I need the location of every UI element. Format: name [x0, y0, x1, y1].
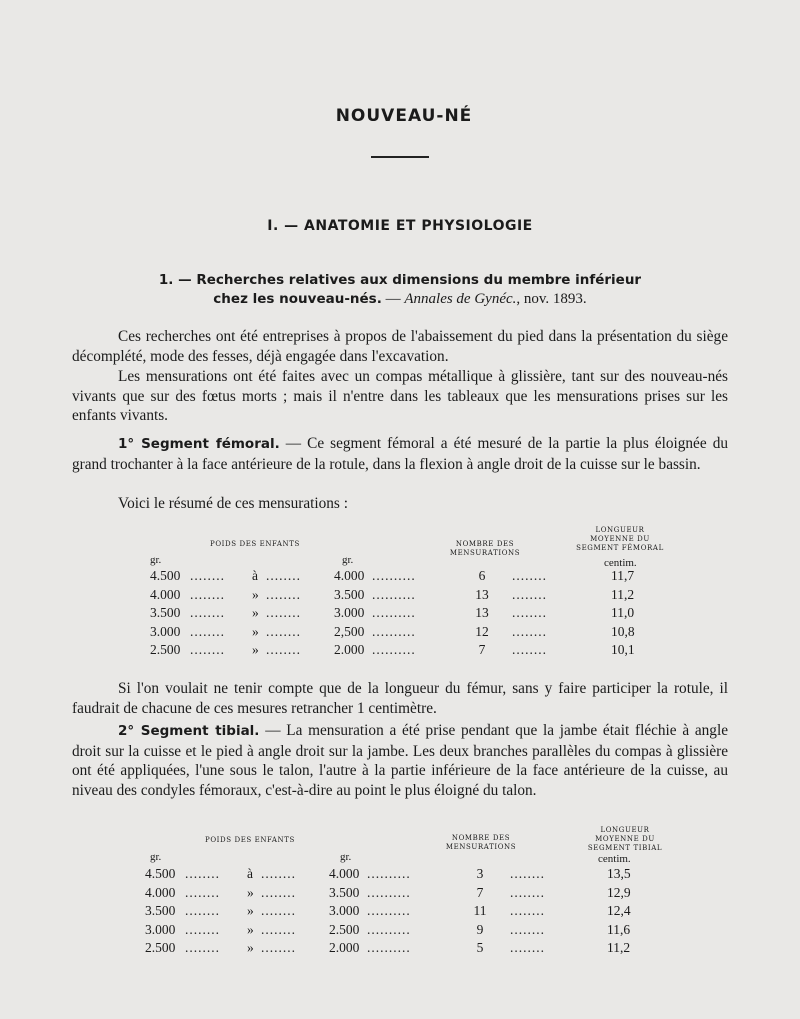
table2-header-count-2: MENSURATIONS — [445, 843, 517, 851]
length-cell: 11,6 — [607, 921, 631, 937]
count-cell: 7 — [476, 884, 484, 900]
leader-dots: ........ — [185, 884, 220, 900]
leader-dots: ........ — [266, 568, 301, 583]
heading-line-2: chez les nouveau-nés. — [213, 291, 382, 307]
leader-dots: ........ — [185, 903, 220, 918]
weight-from-cell: 4.500 — [150, 568, 181, 583]
count-cell: 5 — [476, 940, 484, 955]
table1-header-length — [570, 526, 670, 553]
weight-from-cell: 2.500 — [145, 940, 176, 955]
leader-dots: ........ — [261, 884, 296, 900]
leader-dots: ........ — [512, 642, 547, 657]
separator-cell: » — [252, 605, 259, 620]
leader-dots: .......... — [367, 940, 411, 955]
heading-dash: — — [381, 291, 405, 307]
segment-tibial-label: 2° Segment tibial. — [118, 723, 260, 739]
weight-to-cell: 2.000 — [329, 940, 360, 955]
leader-dots: ........ — [510, 903, 545, 918]
heading-line-1: 1. — Recherches relatives aux dimensions du membre inférieur — [158, 272, 642, 288]
leader-dots: ........ — [190, 642, 225, 657]
separator-cell: » — [247, 921, 254, 937]
length-cell: 11,0 — [611, 605, 635, 620]
leader-dots: ........ — [261, 903, 296, 918]
leader-dots: ........ — [512, 568, 547, 583]
leader-dots: ........ — [266, 642, 301, 657]
table2-header-length-2: MOYENNE DU — [595, 835, 655, 843]
weight-to-cell: 2.000 — [334, 642, 365, 657]
weight-from-cell: 3.500 — [145, 903, 176, 918]
weight-to-cell: 2.500 — [329, 921, 360, 937]
table-row — [0, 587, 800, 605]
table1-header-length-1: LONGUEUR — [595, 526, 645, 534]
paragraph-segment-tibial — [72, 721, 728, 800]
segment-tibial-text: — La mensuration a été prise pendant que la jambe était fléchie à angle droit sur la cuisse et le pied à angle droit sur la jambe. Les deux branches parallèles du compas à glissière ont été appliquées, l'une sous le talon, l'autre à la partie inférieure de la face antérieure de la cuisse, au niveau des condyles fémoraux, c'est-à-dire au point le plus éloigné du talon. — [72, 722, 728, 799]
leader-dots: ........ — [512, 623, 547, 639]
leader-dots: ........ — [261, 940, 296, 955]
table2-unit-gr-2: gr. — [340, 851, 352, 863]
count-cell: 13 — [475, 605, 489, 620]
title-rule — [371, 156, 429, 158]
weight-to-cell: 3.500 — [329, 884, 360, 900]
leader-dots: ........ — [510, 921, 545, 937]
table-row — [0, 903, 800, 921]
count-cell: 12 — [475, 623, 489, 639]
separator-cell: » — [247, 903, 254, 918]
count-cell: 11 — [473, 903, 487, 918]
table1-header-count-1: NOMBRE DES — [455, 540, 515, 548]
count-cell: 9 — [476, 921, 484, 937]
length-cell: 11,2 — [607, 940, 631, 955]
leader-dots: ........ — [510, 884, 545, 900]
article-heading — [0, 271, 800, 309]
table1-header-weights: POIDS DES ENFANTS — [210, 540, 300, 548]
leader-dots: .......... — [372, 586, 416, 602]
leader-dots: ........ — [266, 605, 301, 620]
table2-header-length-3: SEGMENT TIBIAL — [587, 844, 663, 852]
weight-from-cell: 4.000 — [150, 586, 181, 602]
weight-to-cell: 3.000 — [334, 605, 365, 620]
length-cell: 10,8 — [611, 623, 635, 639]
leader-dots: .......... — [372, 623, 416, 639]
leader-dots: ........ — [185, 921, 220, 937]
weight-from-cell: 3.000 — [145, 921, 176, 937]
length-cell: 12,4 — [607, 903, 631, 918]
table1-header-count-2: MENSURATIONS — [449, 549, 521, 557]
table-row — [0, 922, 800, 940]
leader-dots: ........ — [266, 623, 301, 639]
paragraph-femur: Si l'on voulait ne tenir compte que de la longueur du fémur, sans y faire participer la rotule, il faudrait de chacune de ces mesures retrancher 1 centimètre. — [72, 680, 728, 717]
leader-dots: .......... — [367, 903, 411, 918]
separator-cell: » — [252, 642, 259, 657]
table-row — [0, 605, 800, 623]
length-cell: 10,1 — [611, 642, 635, 657]
leader-dots: ........ — [190, 623, 225, 639]
weight-to-cell: 2,500 — [334, 623, 365, 639]
paragraph-mensurations: Les mensurations ont été faites avec un compas métallique à glissière, tant sur des nouveau-nés vivants que sur des fœtus morts ; mais il n'entre dans les tableaux que les mensurations prises sur les enfants vivants. — [72, 368, 728, 424]
leader-dots: ........ — [190, 568, 225, 583]
paragraph-intro: Ces recherches ont été entreprises à propos de l'abaissement du pied dans la présentation du siège décomplété, mode des fesses, déjà engagée dans l'excavation. — [72, 328, 728, 365]
leader-dots: ........ — [261, 921, 296, 937]
leader-dots: ........ — [185, 940, 220, 955]
journal-date: , nov. 1893. — [516, 291, 587, 307]
separator-cell: à — [252, 568, 258, 583]
table-row — [0, 866, 800, 884]
separator-cell: » — [252, 586, 259, 602]
page-title: NOUVEAU-NÉ — [335, 106, 473, 126]
weight-to-cell: 4.000 — [329, 866, 360, 881]
leader-dots: .......... — [367, 921, 411, 937]
length-cell: 12,9 — [607, 884, 631, 900]
leader-dots: ........ — [512, 605, 547, 620]
table-row — [0, 624, 800, 642]
length-cell: 11,7 — [611, 568, 635, 583]
table1-unit-gr-2: gr. — [342, 554, 354, 566]
leader-dots: ........ — [510, 940, 545, 955]
count-cell: 7 — [478, 642, 486, 657]
weight-from-cell: 2.500 — [150, 642, 181, 657]
leader-dots: .......... — [372, 605, 416, 620]
table-row — [0, 642, 800, 660]
separator-cell: à — [247, 866, 253, 881]
table2-header-count-1: NOMBRE DES — [451, 834, 511, 842]
leader-dots: ........ — [261, 866, 296, 881]
count-cell: 6 — [478, 568, 486, 583]
table2-unit-gr-1: gr. — [150, 851, 162, 863]
paragraph-segment-femoral — [72, 434, 728, 474]
table1-header-length-3: SEGMENT FÉMORAL — [576, 544, 664, 552]
table2-header-count — [436, 834, 526, 852]
separator-cell: » — [247, 940, 254, 955]
count-cell: 13 — [475, 586, 489, 602]
leader-dots: .......... — [372, 642, 416, 657]
weight-from-cell: 4.500 — [145, 866, 176, 881]
section-heading: I. — ANATOMIE ET PHYSIOLOGIE — [267, 218, 533, 234]
table1-unit-centim: centim. — [604, 557, 637, 569]
leader-dots: ........ — [185, 866, 220, 881]
table-row — [0, 568, 800, 586]
leader-dots: ........ — [190, 605, 225, 620]
table-row — [0, 885, 800, 903]
weight-from-cell: 3.500 — [150, 605, 181, 620]
table1-unit-gr-1: gr. — [150, 554, 162, 566]
length-cell: 11,2 — [611, 586, 635, 602]
weight-to-cell: 4.000 — [334, 568, 365, 583]
leader-dots: ........ — [266, 586, 301, 602]
separator-cell: » — [252, 623, 259, 639]
leader-dots: .......... — [367, 866, 411, 881]
paragraph-voici: Voici le résumé de ces mensurations : — [118, 495, 348, 512]
count-cell: 3 — [476, 866, 484, 881]
length-cell: 13,5 — [607, 866, 631, 881]
table2-unit-centim: centim. — [598, 853, 631, 865]
separator-cell: » — [247, 884, 254, 900]
leader-dots: ........ — [510, 866, 545, 881]
weight-from-cell: 3.000 — [150, 623, 181, 639]
weight-to-cell: 3.500 — [334, 586, 365, 602]
segment-femoral-text: — Ce segment fémoral a été mesuré de la partie la plus éloignée du grand trochanter à la face antérieure de la rotule, dans la flexion à angle droit de la cuisse sur le bassin. — [72, 435, 728, 473]
table2-header-length — [575, 826, 675, 853]
leader-dots: ........ — [190, 586, 225, 602]
table-row — [0, 940, 800, 958]
segment-femoral-label: 1° Segment fémoral. — [118, 436, 280, 452]
weight-from-cell: 4.000 — [145, 884, 176, 900]
leader-dots: .......... — [367, 884, 411, 900]
table1-header-length-2: MOYENNE DU — [590, 535, 650, 543]
leader-dots: .......... — [372, 568, 416, 583]
leader-dots: ........ — [512, 586, 547, 602]
weight-to-cell: 3.000 — [329, 903, 360, 918]
table2-header-weights: POIDS DES ENFANTS — [205, 836, 295, 844]
table1-header-count — [440, 540, 530, 558]
journal-name: Annales de Gynéc. — [404, 291, 517, 307]
table2-header-length-1: LONGUEUR — [600, 826, 650, 834]
